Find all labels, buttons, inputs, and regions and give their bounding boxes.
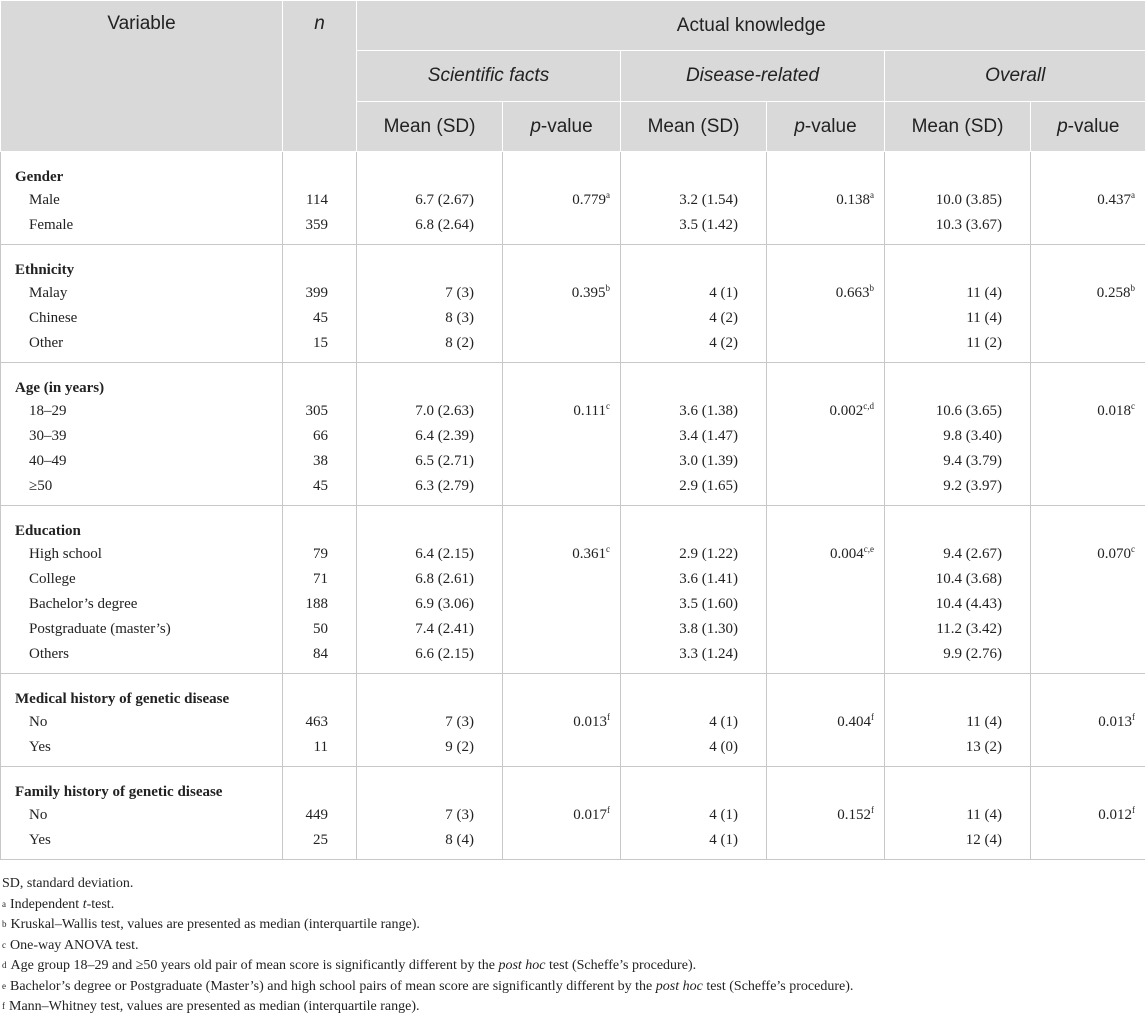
- disease-related-mean: 4 (2): [621, 306, 767, 331]
- overall-mean: 9.4 (2.67): [885, 542, 1031, 567]
- scientific-facts-p: 0.017$^f$: [503, 803, 621, 828]
- overall-mean: 11 (4): [885, 306, 1031, 331]
- header-scientific-facts: Scientific facts: [357, 51, 621, 102]
- row-n: 25: [283, 828, 357, 860]
- scientific-facts-p: 0.111$^c$: [503, 399, 621, 424]
- table-row: [1, 710, 1145, 735]
- overall-p: 0.013$^f$: [1031, 710, 1145, 735]
- scientific-facts-mean: 6.5 (2.71): [357, 449, 503, 474]
- section-header-row: [1, 245, 1145, 282]
- disease-related-mean: 2.9 (1.22): [621, 542, 767, 567]
- row-n: 45: [283, 306, 357, 331]
- footnote-d: $^d$ Age group 18–29 and ≥50 years old pair of mean score is significantly different by the post hoc test (Scheffe’s procedure).: [2, 956, 1145, 977]
- overall-mean: 11 (2): [885, 331, 1031, 363]
- empty-cell: [503, 152, 621, 189]
- row-label: No: [1, 710, 283, 735]
- row-label: Chinese: [1, 306, 283, 331]
- overall-mean: 10.0 (3.85): [885, 188, 1031, 213]
- table-row: [1, 399, 1145, 424]
- empty-cell: [503, 767, 621, 804]
- empty-cell: [621, 674, 767, 711]
- empty-cell: [1031, 506, 1145, 543]
- table-row: [1, 474, 1145, 506]
- table-row: [1, 331, 1145, 363]
- scientific-facts-p: [503, 449, 621, 474]
- disease-related-p: 0.138$^a$: [767, 188, 885, 213]
- disease-related-p: 0.004$^{c,e}$: [767, 542, 885, 567]
- disease-related-mean: 2.9 (1.65): [621, 474, 767, 506]
- scientific-facts-mean: 6.6 (2.15): [357, 642, 503, 674]
- row-n: 71: [283, 567, 357, 592]
- row-n: 45: [283, 474, 357, 506]
- section-title: Medical history of genetic disease: [1, 674, 283, 711]
- row-label: 18–29: [1, 399, 283, 424]
- disease-related-p: [767, 474, 885, 506]
- scientific-facts-mean: 6.7 (2.67): [357, 188, 503, 213]
- scientific-facts-p: [503, 474, 621, 506]
- disease-related-mean: 3.0 (1.39): [621, 449, 767, 474]
- overall-p: [1031, 213, 1145, 245]
- empty-cell: [767, 767, 885, 804]
- header-mean-sd: Mean (SD): [357, 102, 503, 152]
- scientific-facts-p: [503, 617, 621, 642]
- footnote-f: $^f$ Mann–Whitney test, values are presented as median (interquartile range).: [2, 997, 1145, 1018]
- overall-p: 0.012$^f$: [1031, 803, 1145, 828]
- empty-cell: [767, 363, 885, 400]
- footnote-abbrev: SD, standard deviation.: [2, 874, 1145, 895]
- scientific-facts-mean: 8 (4): [357, 828, 503, 860]
- row-n: 84: [283, 642, 357, 674]
- disease-related-p: 0.002$^{c,d}$: [767, 399, 885, 424]
- overall-mean: 10.4 (4.43): [885, 592, 1031, 617]
- empty-cell: [767, 152, 885, 189]
- overall-p: [1031, 424, 1145, 449]
- overall-mean: 11 (4): [885, 281, 1031, 306]
- disease-related-mean: 4 (0): [621, 735, 767, 767]
- scientific-facts-p: [503, 592, 621, 617]
- overall-mean: 9.2 (3.97): [885, 474, 1031, 506]
- row-n: 114: [283, 188, 357, 213]
- row-label: High school: [1, 542, 283, 567]
- row-n: 188: [283, 592, 357, 617]
- row-label: Other: [1, 331, 283, 363]
- footnote-b: $^b$ Kruskal–Wallis test, values are presented as median (interquartile range).: [2, 915, 1145, 936]
- row-n: 449: [283, 803, 357, 828]
- row-label: 30–39: [1, 424, 283, 449]
- scientific-facts-mean: 9 (2): [357, 735, 503, 767]
- header-mean-sd: Mean (SD): [621, 102, 767, 152]
- empty-cell: [767, 674, 885, 711]
- row-n: 79: [283, 542, 357, 567]
- row-n: 50: [283, 617, 357, 642]
- empty-cell: [283, 506, 357, 543]
- disease-related-mean: 3.8 (1.30): [621, 617, 767, 642]
- table-body: [1, 152, 1145, 860]
- footnote-e: $^e$ Bachelor’s degree or Postgraduate (Master’s) and high school pairs of mean score are significantly different by the post hoc test (Scheffe’s procedure).: [2, 977, 1145, 998]
- row-label: Yes: [1, 828, 283, 860]
- section-header-row: [1, 152, 1145, 189]
- scientific-facts-p: [503, 331, 621, 363]
- empty-cell: [503, 363, 621, 400]
- table-row: [1, 213, 1145, 245]
- table-row: [1, 424, 1145, 449]
- scientific-facts-p: [503, 424, 621, 449]
- overall-mean: 10.6 (3.65): [885, 399, 1031, 424]
- overall-mean: 9.9 (2.76): [885, 642, 1031, 674]
- footnote-a: $^a$ Independent t-test.: [2, 895, 1145, 916]
- row-n: 15: [283, 331, 357, 363]
- empty-cell: [283, 152, 357, 189]
- disease-related-p: [767, 449, 885, 474]
- row-label: Others: [1, 642, 283, 674]
- empty-cell: [357, 506, 503, 543]
- overall-mean: 9.8 (3.40): [885, 424, 1031, 449]
- disease-related-mean: 4 (1): [621, 710, 767, 735]
- empty-cell: [767, 245, 885, 282]
- overall-p: [1031, 828, 1145, 860]
- table-row: [1, 642, 1145, 674]
- overall-mean: 11 (4): [885, 710, 1031, 735]
- empty-cell: [357, 674, 503, 711]
- overall-p: [1031, 617, 1145, 642]
- overall-p: [1031, 474, 1145, 506]
- overall-mean: 9.4 (3.79): [885, 449, 1031, 474]
- table-row: [1, 617, 1145, 642]
- section-title: Family history of genetic disease: [1, 767, 283, 804]
- disease-related-mean: 3.4 (1.47): [621, 424, 767, 449]
- empty-cell: [283, 363, 357, 400]
- table-row: [1, 828, 1145, 860]
- footnotes: [0, 860, 1145, 1018]
- empty-cell: [283, 245, 357, 282]
- scientific-facts-mean: 6.8 (2.61): [357, 567, 503, 592]
- scientific-facts-p: [503, 642, 621, 674]
- section-title: Ethnicity: [1, 245, 283, 282]
- row-n: 11: [283, 735, 357, 767]
- row-label: Female: [1, 213, 283, 245]
- table-row: [1, 281, 1145, 306]
- empty-cell: [283, 767, 357, 804]
- disease-related-p: 0.404$^f$: [767, 710, 885, 735]
- scientific-facts-mean: 6.4 (2.39): [357, 424, 503, 449]
- disease-related-p: [767, 331, 885, 363]
- scientific-facts-p: [503, 567, 621, 592]
- row-n: 463: [283, 710, 357, 735]
- overall-p: [1031, 642, 1145, 674]
- disease-related-p: [767, 617, 885, 642]
- empty-cell: [621, 363, 767, 400]
- scientific-facts-p: 0.361$^c$: [503, 542, 621, 567]
- scientific-facts-p: 0.779$^a$: [503, 188, 621, 213]
- scientific-facts-mean: 7 (3): [357, 803, 503, 828]
- row-n: 359: [283, 213, 357, 245]
- disease-related-p: [767, 306, 885, 331]
- empty-cell: [621, 767, 767, 804]
- scientific-facts-p: [503, 735, 621, 767]
- row-label: College: [1, 567, 283, 592]
- table-row: [1, 306, 1145, 331]
- row-n: 399: [283, 281, 357, 306]
- disease-related-mean: 3.2 (1.54): [621, 188, 767, 213]
- overall-p: [1031, 449, 1145, 474]
- table-header: [1, 1, 1145, 152]
- empty-cell: [1031, 245, 1145, 282]
- overall-p: 0.070$^c$: [1031, 542, 1145, 567]
- empty-cell: [357, 767, 503, 804]
- scientific-facts-mean: 6.4 (2.15): [357, 542, 503, 567]
- row-label: ≥50: [1, 474, 283, 506]
- empty-cell: [621, 152, 767, 189]
- overall-mean: 12 (4): [885, 828, 1031, 860]
- disease-related-p: 0.152$^f$: [767, 803, 885, 828]
- table-row: [1, 803, 1145, 828]
- overall-p: 0.258$^b$: [1031, 281, 1145, 306]
- row-n: 305: [283, 399, 357, 424]
- scientific-facts-p: 0.013$^f$: [503, 710, 621, 735]
- row-n: 66: [283, 424, 357, 449]
- row-label: Male: [1, 188, 283, 213]
- empty-cell: [885, 363, 1031, 400]
- disease-related-p: [767, 424, 885, 449]
- scientific-facts-mean: 8 (2): [357, 331, 503, 363]
- scientific-facts-mean: 7.4 (2.41): [357, 617, 503, 642]
- scientific-facts-p: [503, 213, 621, 245]
- empty-cell: [885, 245, 1031, 282]
- overall-p: [1031, 735, 1145, 767]
- empty-cell: [503, 245, 621, 282]
- disease-related-mean: 3.6 (1.41): [621, 567, 767, 592]
- disease-related-p: [767, 213, 885, 245]
- empty-cell: [885, 767, 1031, 804]
- footnote-c: $^c$ One-way ANOVA test.: [2, 936, 1145, 957]
- header-n: n: [283, 1, 357, 152]
- empty-cell: [1031, 767, 1145, 804]
- header-overall: Overall: [885, 51, 1145, 102]
- empty-cell: [283, 674, 357, 711]
- section-title: Age (in years): [1, 363, 283, 400]
- scientific-facts-mean: 7.0 (2.63): [357, 399, 503, 424]
- header-variable: Variable: [1, 1, 283, 152]
- empty-cell: [357, 245, 503, 282]
- empty-cell: [885, 152, 1031, 189]
- section-header-row: [1, 674, 1145, 711]
- disease-related-mean: 3.5 (1.42): [621, 213, 767, 245]
- disease-related-mean: 4 (1): [621, 828, 767, 860]
- scientific-facts-p: 0.395$^b$: [503, 281, 621, 306]
- empty-cell: [885, 674, 1031, 711]
- disease-related-p: [767, 592, 885, 617]
- overall-mean: 11 (4): [885, 803, 1031, 828]
- row-label: Bachelor’s degree: [1, 592, 283, 617]
- empty-cell: [503, 674, 621, 711]
- overall-mean: 10.3 (3.67): [885, 213, 1031, 245]
- header-mean-sd: Mean (SD): [885, 102, 1031, 152]
- overall-mean: 13 (2): [885, 735, 1031, 767]
- header-disease-related: Disease-related: [621, 51, 885, 102]
- section-title: Education: [1, 506, 283, 543]
- scientific-facts-p: [503, 306, 621, 331]
- overall-p: [1031, 567, 1145, 592]
- disease-related-mean: 4 (1): [621, 803, 767, 828]
- row-label: Malay: [1, 281, 283, 306]
- table-row: [1, 188, 1145, 213]
- overall-p: [1031, 306, 1145, 331]
- overall-mean: 11.2 (3.42): [885, 617, 1031, 642]
- disease-related-p: [767, 828, 885, 860]
- empty-cell: [1031, 674, 1145, 711]
- table-row: [1, 592, 1145, 617]
- header-p-value: p-value: [767, 102, 885, 152]
- empty-cell: [767, 506, 885, 543]
- disease-related-mean: 3.3 (1.24): [621, 642, 767, 674]
- disease-related-p: [767, 567, 885, 592]
- row-label: 40–49: [1, 449, 283, 474]
- disease-related-p: [767, 642, 885, 674]
- table-row: [1, 449, 1145, 474]
- section-header-row: [1, 767, 1145, 804]
- disease-related-p: [767, 735, 885, 767]
- row-label: No: [1, 803, 283, 828]
- disease-related-mean: 4 (2): [621, 331, 767, 363]
- disease-related-mean: 4 (1): [621, 281, 767, 306]
- header-actual-knowledge: Actual knowledge: [357, 1, 1145, 51]
- empty-cell: [621, 506, 767, 543]
- scientific-facts-mean: 6.3 (2.79): [357, 474, 503, 506]
- disease-related-mean: 3.6 (1.38): [621, 399, 767, 424]
- table-row: [1, 542, 1145, 567]
- empty-cell: [503, 506, 621, 543]
- row-label: Yes: [1, 735, 283, 767]
- scientific-facts-mean: 7 (3): [357, 281, 503, 306]
- row-label: Postgraduate (master’s): [1, 617, 283, 642]
- overall-mean: 10.4 (3.68): [885, 567, 1031, 592]
- disease-related-p: 0.663$^b$: [767, 281, 885, 306]
- empty-cell: [621, 245, 767, 282]
- overall-p: [1031, 331, 1145, 363]
- overall-p: 0.437$^a$: [1031, 188, 1145, 213]
- empty-cell: [1031, 363, 1145, 400]
- table-row: [1, 735, 1145, 767]
- scientific-facts-mean: 8 (3): [357, 306, 503, 331]
- scientific-facts-mean: 6.9 (3.06): [357, 592, 503, 617]
- empty-cell: [1031, 152, 1145, 189]
- scientific-facts-mean: 7 (3): [357, 710, 503, 735]
- row-n: 38: [283, 449, 357, 474]
- scientific-facts-mean: 6.8 (2.64): [357, 213, 503, 245]
- disease-related-mean: 3.5 (1.60): [621, 592, 767, 617]
- header-p-value: p-value: [503, 102, 621, 152]
- empty-cell: [357, 152, 503, 189]
- empty-cell: [357, 363, 503, 400]
- section-title: Gender: [1, 152, 283, 189]
- overall-p: [1031, 592, 1145, 617]
- header-p-value: p-value: [1031, 102, 1145, 152]
- section-header-row: [1, 363, 1145, 400]
- section-header-row: [1, 506, 1145, 543]
- scientific-facts-p: [503, 828, 621, 860]
- overall-p: 0.018$^c$: [1031, 399, 1145, 424]
- empty-cell: [885, 506, 1031, 543]
- table-row: [1, 567, 1145, 592]
